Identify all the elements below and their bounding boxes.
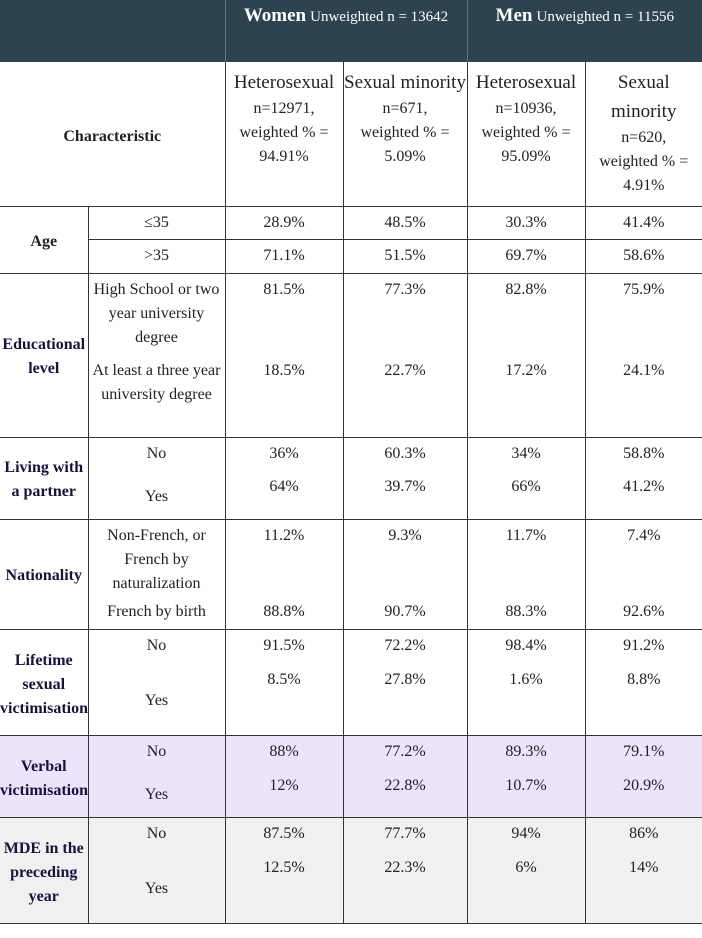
col-header-weighted-value: 5.09%: [384, 148, 426, 165]
col-header-weighted-value: 94.91%: [259, 148, 309, 165]
col-header-men-heterosexual: [467, 62, 585, 206]
level-label: At least a three year university degree: [88, 355, 225, 437]
table-row: [0, 437, 702, 471]
col-header-weighted-label: weighted % =: [360, 124, 450, 141]
cell-value: 71.1%: [225, 239, 343, 273]
level-label: No: [88, 736, 225, 770]
cell-value: 20.9%: [585, 770, 702, 818]
cell-value: 12%: [225, 770, 343, 818]
table-row: [0, 664, 702, 736]
cell-value: 72.2%: [343, 630, 467, 664]
table-row: [0, 273, 702, 355]
cell-value: 11.7%: [467, 519, 585, 596]
women-title: Women: [243, 5, 307, 26]
cell-value: 30.3%: [467, 206, 585, 239]
cell-value: 22.3%: [343, 852, 467, 924]
level-label: Non-French, or French by naturalization: [88, 519, 225, 596]
level-label: High School or two year university degree: [88, 273, 225, 355]
table-row: [0, 471, 702, 519]
cell-value: 90.7%: [343, 596, 467, 630]
group-header-row: [0, 0, 702, 62]
col-header-weighted-value: 4.91%: [623, 177, 665, 194]
cell-value: 9.3%: [343, 519, 467, 596]
category-education: Educational level: [0, 273, 88, 437]
col-header-n: n=12971,: [253, 100, 315, 117]
men-unweighted-n: Unweighted n = 11556: [536, 9, 674, 25]
header-blank: [0, 0, 225, 62]
col-header-weighted-label: weighted % =: [599, 153, 689, 170]
col-header-label: Sexual minority: [611, 72, 677, 122]
table-row: [0, 818, 702, 852]
cell-value: 10.7%: [467, 770, 585, 818]
col-header-weighted-label: weighted % =: [481, 124, 571, 141]
cell-value: 88%: [225, 736, 343, 770]
cell-value: 18.5%: [225, 355, 343, 437]
category-mde: MDE in the preceding year: [0, 818, 88, 924]
cell-value: 88.3%: [467, 596, 585, 630]
cell-value: 14%: [585, 852, 702, 924]
cell-value: 92.6%: [585, 596, 702, 630]
cell-value: 36%: [225, 437, 343, 471]
cell-value: 94%: [467, 818, 585, 852]
category-age: Age: [0, 206, 88, 273]
cell-value: 66%: [467, 471, 585, 519]
cell-value: 51.5%: [343, 239, 467, 273]
table-row: [0, 519, 702, 596]
men-title: Men: [495, 5, 533, 26]
cell-value: 91.5%: [225, 630, 343, 664]
level-label: No: [88, 630, 225, 664]
column-header-row: [0, 62, 702, 206]
cell-value: 60.3%: [343, 437, 467, 471]
cell-value: 24.1%: [585, 355, 702, 437]
cell-value: 91.2%: [623, 637, 665, 654]
cell-value: 98.4%: [467, 630, 585, 664]
table-row: [0, 206, 702, 239]
cell-value: 28.9%: [225, 206, 343, 239]
cell-value: 39.7%: [343, 471, 467, 519]
cell-value: 69.7%: [467, 239, 585, 273]
cell-value: 58.6%: [585, 239, 702, 273]
cell-value: 7.4%: [627, 526, 661, 544]
level-label: No: [88, 437, 225, 471]
category-sexual-victimisation: Lifetime sexual victimisation: [0, 630, 88, 736]
col-header-women-sexual-minority: [343, 62, 467, 206]
col-header-label: Sexual minority: [344, 72, 466, 93]
cell-value: 1.6%: [467, 664, 585, 736]
cell-value: 77.2%: [343, 736, 467, 770]
table-row: [0, 630, 702, 664]
cell-value: 64%: [225, 471, 343, 519]
cell-value: 12.5%: [225, 852, 343, 924]
cell-value: 81.5%: [225, 273, 343, 355]
cell-value: 82.8%: [467, 273, 585, 355]
cell-value: 87.5%: [225, 818, 343, 852]
cell-value: 79.1%: [585, 736, 702, 770]
cell-value: 41.2%: [585, 471, 702, 519]
cell-value: 48.5%: [343, 206, 467, 239]
cell-value: 89.3%: [467, 736, 585, 770]
cell-value: 77.7%: [343, 818, 467, 852]
level-label: ≤35: [88, 206, 225, 239]
table-row: [0, 852, 702, 924]
category-nationality: Nationality: [0, 519, 88, 630]
cell-value: 77.3%: [343, 273, 467, 355]
level-label: Yes: [88, 664, 225, 736]
level-label: Yes: [88, 471, 225, 519]
cell-value: 8.8%: [585, 664, 702, 736]
cell-value: 8.5%: [225, 664, 343, 736]
women-unweighted-n: Unweighted n = 13642: [310, 9, 449, 25]
cell-value: 27.8%: [343, 664, 467, 736]
table-row: [0, 355, 702, 437]
cell-value: 41.4%: [585, 206, 702, 239]
men-group-header: [467, 0, 702, 62]
col-header-women-heterosexual: [225, 62, 343, 206]
cell-value: 58.8%: [623, 444, 665, 462]
women-group-header: [225, 0, 467, 62]
cell-value: 88.8%: [225, 596, 343, 630]
category-living-with-partner: Living with a partner: [0, 437, 88, 519]
cell-value: 11.2%: [225, 519, 343, 596]
cell-value: 22.7%: [343, 355, 467, 437]
level-label: French by birth: [88, 596, 225, 630]
cell-value: 34%: [467, 437, 585, 471]
col-header-label: Heterosexual: [233, 72, 335, 93]
table-row: [0, 596, 702, 630]
col-header-label: Heterosexual: [475, 72, 577, 93]
col-header-men-sexual-minority: [585, 62, 702, 206]
level-label: Yes: [88, 852, 225, 924]
level-label: No: [88, 818, 225, 852]
col-header-weighted-value: 95.09%: [501, 148, 551, 165]
cell-value: 86%: [585, 818, 702, 852]
cell-value: 22.8%: [343, 770, 467, 818]
characteristic-header: Characteristic: [0, 62, 225, 206]
col-header-n: n=671,: [382, 100, 428, 117]
col-header-n: n=620,: [621, 129, 667, 146]
col-header-weighted-label: weighted % =: [239, 124, 329, 141]
table-row: [0, 736, 702, 770]
category-verbal-victimisation: Verbal victimisation: [0, 736, 88, 818]
level-label: >35: [88, 239, 225, 273]
level-label: Yes: [88, 770, 225, 818]
cell-value: 6%: [467, 852, 585, 924]
table-row: [0, 239, 702, 273]
col-header-n: n=10936,: [495, 100, 557, 117]
cell-value: 17.2%: [467, 355, 585, 437]
cell-value: 75.9%: [623, 280, 665, 298]
table-row: [0, 770, 702, 818]
